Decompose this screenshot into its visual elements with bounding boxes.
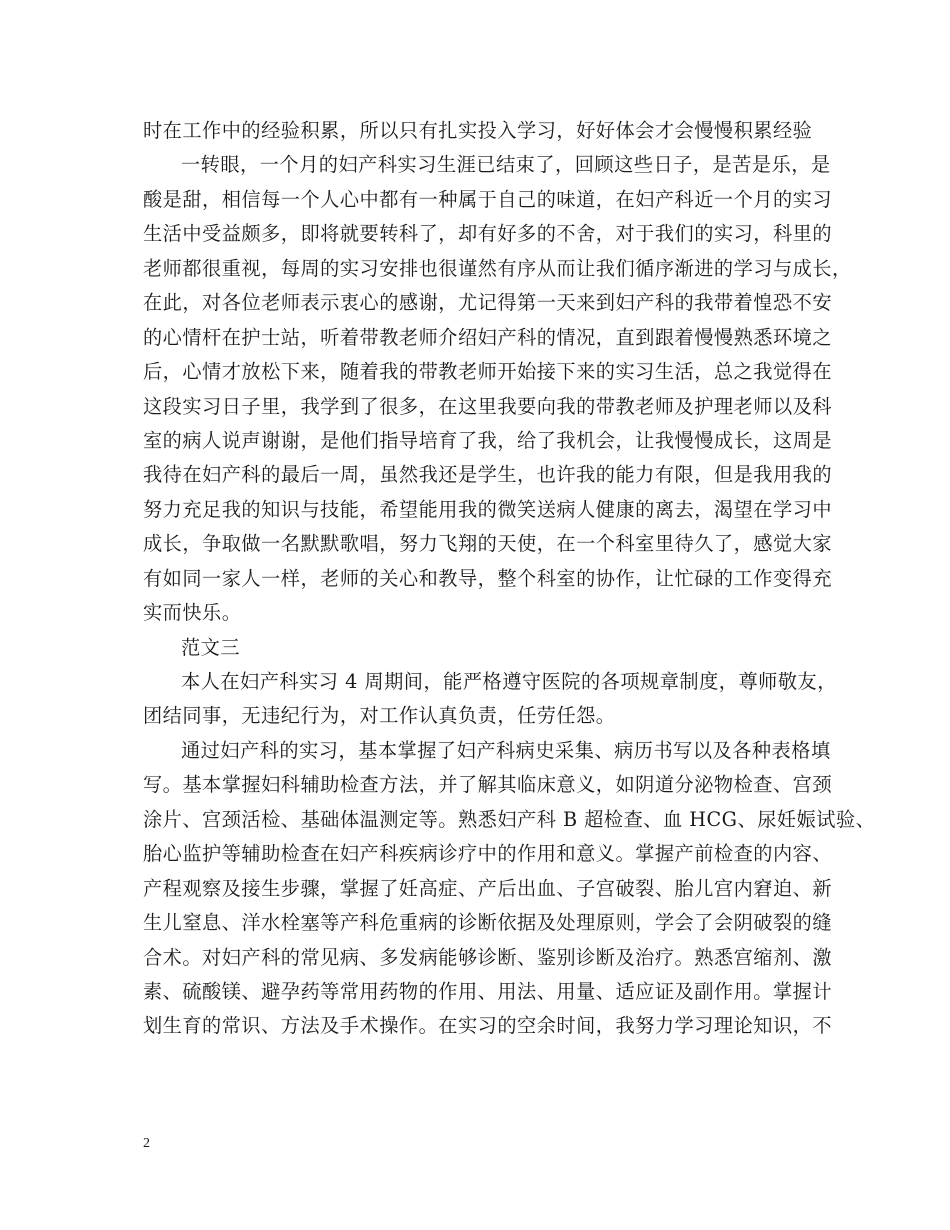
text-line: 写。基本掌握妇科辅助检查方法，并了解其临床意义，如阴道分泌物检查、宫颈 <box>143 773 833 797</box>
text-line: 的心情杆在护士站，听着带教老师介绍妇产科的情况，直到跟着慢慢熟悉环境之 <box>143 325 833 349</box>
text-line: 酸是甜，相信每一个人心中都有一种属于自己的味道，在妇产科近一个月的实习 <box>143 187 833 211</box>
text-line: 老师都很重视，每周的实习安排也很谨然有序从而让我们循序渐进的学习与成长， <box>143 256 852 280</box>
text-line: 成长，争取做一名默默歌唱，努力飞翔的天使，在一个科室里待久了，感觉大家 <box>143 532 833 556</box>
text-line: 团结同事，无违纪行为，对工作认真负责，任劳任怨。 <box>143 704 616 728</box>
text-line: 努力充足我的知识与技能，希望能用我的微笑送病人健康的离去，渴望在学习中 <box>143 497 833 521</box>
text-line: 后，心情才放松下来，随着我的带教老师开始接下来的实习生活，总之我觉得在 <box>143 360 833 384</box>
text-line: 胎心监护等辅助检查在妇产科疾病诊疗中的作用和意义。掌握产前检查的内容、 <box>143 842 833 866</box>
text-line: 涂片、宫颈活检、基础体温测定等。熟悉妇产科 B 超检查、血 HCG、尿妊娠试验、 <box>143 807 876 831</box>
section-heading: 范文三 <box>181 635 241 659</box>
text-line: 本人在妇产科实习 4 周期间，能严格遵守医院的各项规章制度，尊师敬友， <box>181 670 837 693</box>
text-line: 素、硫酸镁、避孕药等常用药物的作用、用法、用量、适应证及副作用。掌握计 <box>143 979 833 1003</box>
text-line: 实而快乐。 <box>143 601 242 625</box>
text-line: 我待在妇产科的最后一周，虽然我还是学生，也许我的能力有限，但是我用我的 <box>143 463 833 487</box>
text-line: 通过妇产科的实习，基本掌握了妇产科病史采集、病历书写以及各种表格填 <box>181 738 831 762</box>
page-number: 2 <box>143 1136 150 1151</box>
text-line: 一转眼，一个月的妇产科实习生涯已结束了，回顾这些日子，是苦是乐，是 <box>181 153 831 177</box>
text-line: 有如同一家人一样，老师的关心和教导，整个科室的协作，让忙碌的工作变得充 <box>143 566 833 590</box>
text-line: 室的病人说声谢谢，是他们指导培育了我，给了我机会，让我慢慢成长，这周是 <box>143 428 833 452</box>
text-line: 产程观察及接生步骤，掌握了妊高症、产后出血、子宫破裂、胎儿宫内窘迫、新 <box>143 876 833 900</box>
text-line: 合术。对妇产科的常见病、多发病能够诊断、鉴别诊断及治疗。熟悉宫缩剂、激 <box>143 945 833 969</box>
text-line: 生活中受益颇多，即将就要转科了，却有好多的不舍，对于我们的实习，科里的 <box>143 222 833 246</box>
text-line: 划生育的常识、方法及手术操作。在实习的空余时间，我努力学习理论知识，不 <box>143 1014 833 1038</box>
text-line: 时在工作中的经验积累，所以只有扎实投入学习，好好体会才会慢慢积累经验 <box>143 119 813 142</box>
text-line: 生儿窒息、洋水栓塞等产科危重病的诊断依据及处理原则，学会了会阴破裂的缝 <box>143 911 833 935</box>
text-line: 这段实习日子里，我学到了很多，在这里我要向我的带教老师及护理老师以及科 <box>143 394 833 418</box>
document-body <box>143 114 876 1044</box>
text-line: 在此，对各位老师表示衷心的感谢，尤记得第一天来到妇产科的我带着惶恐不安 <box>143 291 833 315</box>
